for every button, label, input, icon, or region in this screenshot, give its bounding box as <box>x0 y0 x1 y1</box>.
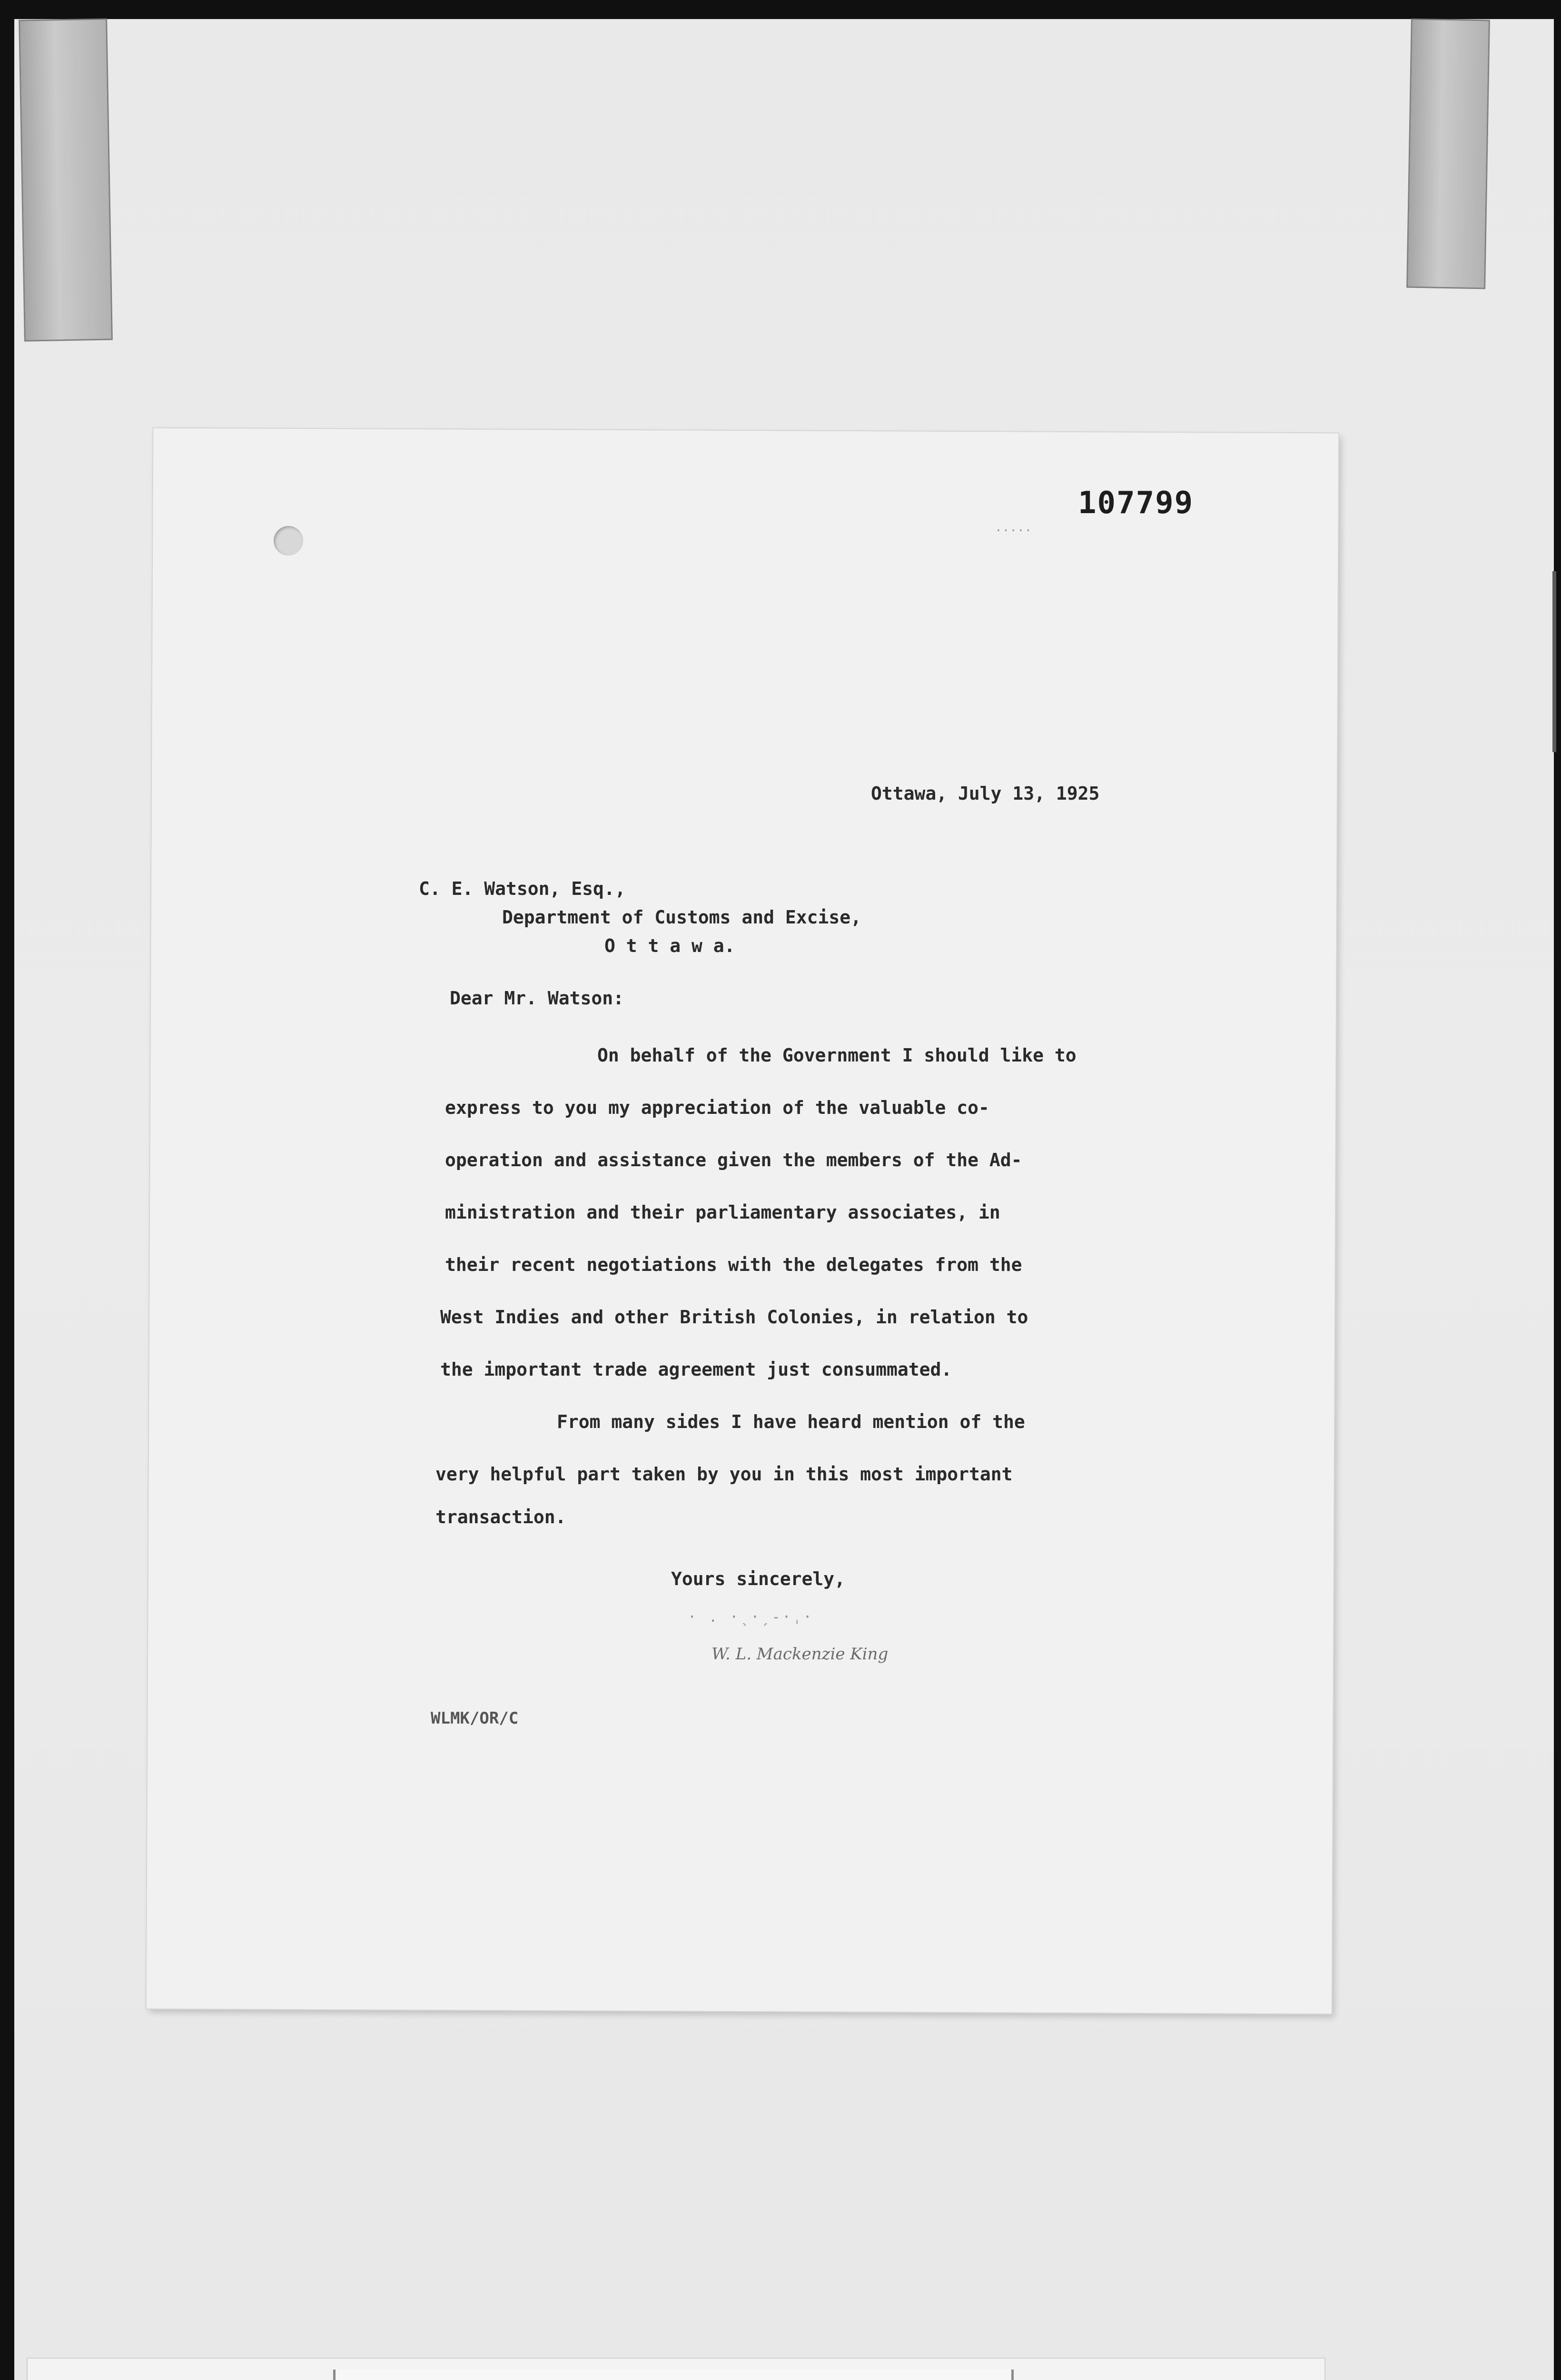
reference-initials: WLMK/OR/C <box>431 1709 519 1728</box>
signature-scrawl: · . ·ˎ·ˏ‐·ˌ· <box>688 1609 814 1626</box>
recipient-city: O t t a w a. <box>604 935 735 956</box>
paragraph-1-line: operation and assistance given the members of the Ad- <box>445 1150 1022 1170</box>
paragraph-1-line: express to you my appreciation of the valuable co- <box>445 1097 989 1118</box>
signature-name: W. L. Mackenzie King <box>711 1645 889 1664</box>
document-number: 107799 <box>1078 486 1194 521</box>
dateline: Ottawa, July 13, 1925 <box>871 783 1100 804</box>
paragraph-2-line: very helpful part taken by you in this most important <box>435 1464 1013 1485</box>
paragraph-2-line: From many sides I have heard mention of the <box>557 1411 1025 1432</box>
salutation: Dear Mr. Watson: <box>450 988 624 1009</box>
recipient-name: C. E. Watson, Esq., <box>419 878 626 899</box>
paragraph-2-line: transaction. <box>435 1507 566 1527</box>
tape-top-right <box>1406 19 1490 289</box>
closing: Yours sincerely, <box>671 1568 846 1589</box>
paragraph-1-line: On behalf of the Government I should like to <box>597 1045 1077 1066</box>
recipient-department: Department of Customs and Excise, <box>502 907 861 928</box>
paragraph-1-line: West Indies and other British Colonies, in relation to <box>440 1307 1028 1328</box>
faint-stamp: ····· <box>995 524 1032 538</box>
paragraph-1-line: the important trade agreement just consummated. <box>440 1359 952 1380</box>
right-edge-mark <box>1552 571 1556 752</box>
paragraph-1-line: their recent negotiations with the delegates from the <box>445 1254 1022 1275</box>
tape-top-left <box>19 18 113 341</box>
punch-hole <box>274 526 303 555</box>
paragraph-1-line: ministration and their parliamentary associates, in <box>445 1202 1000 1223</box>
volume-strip <box>333 2370 1014 2380</box>
